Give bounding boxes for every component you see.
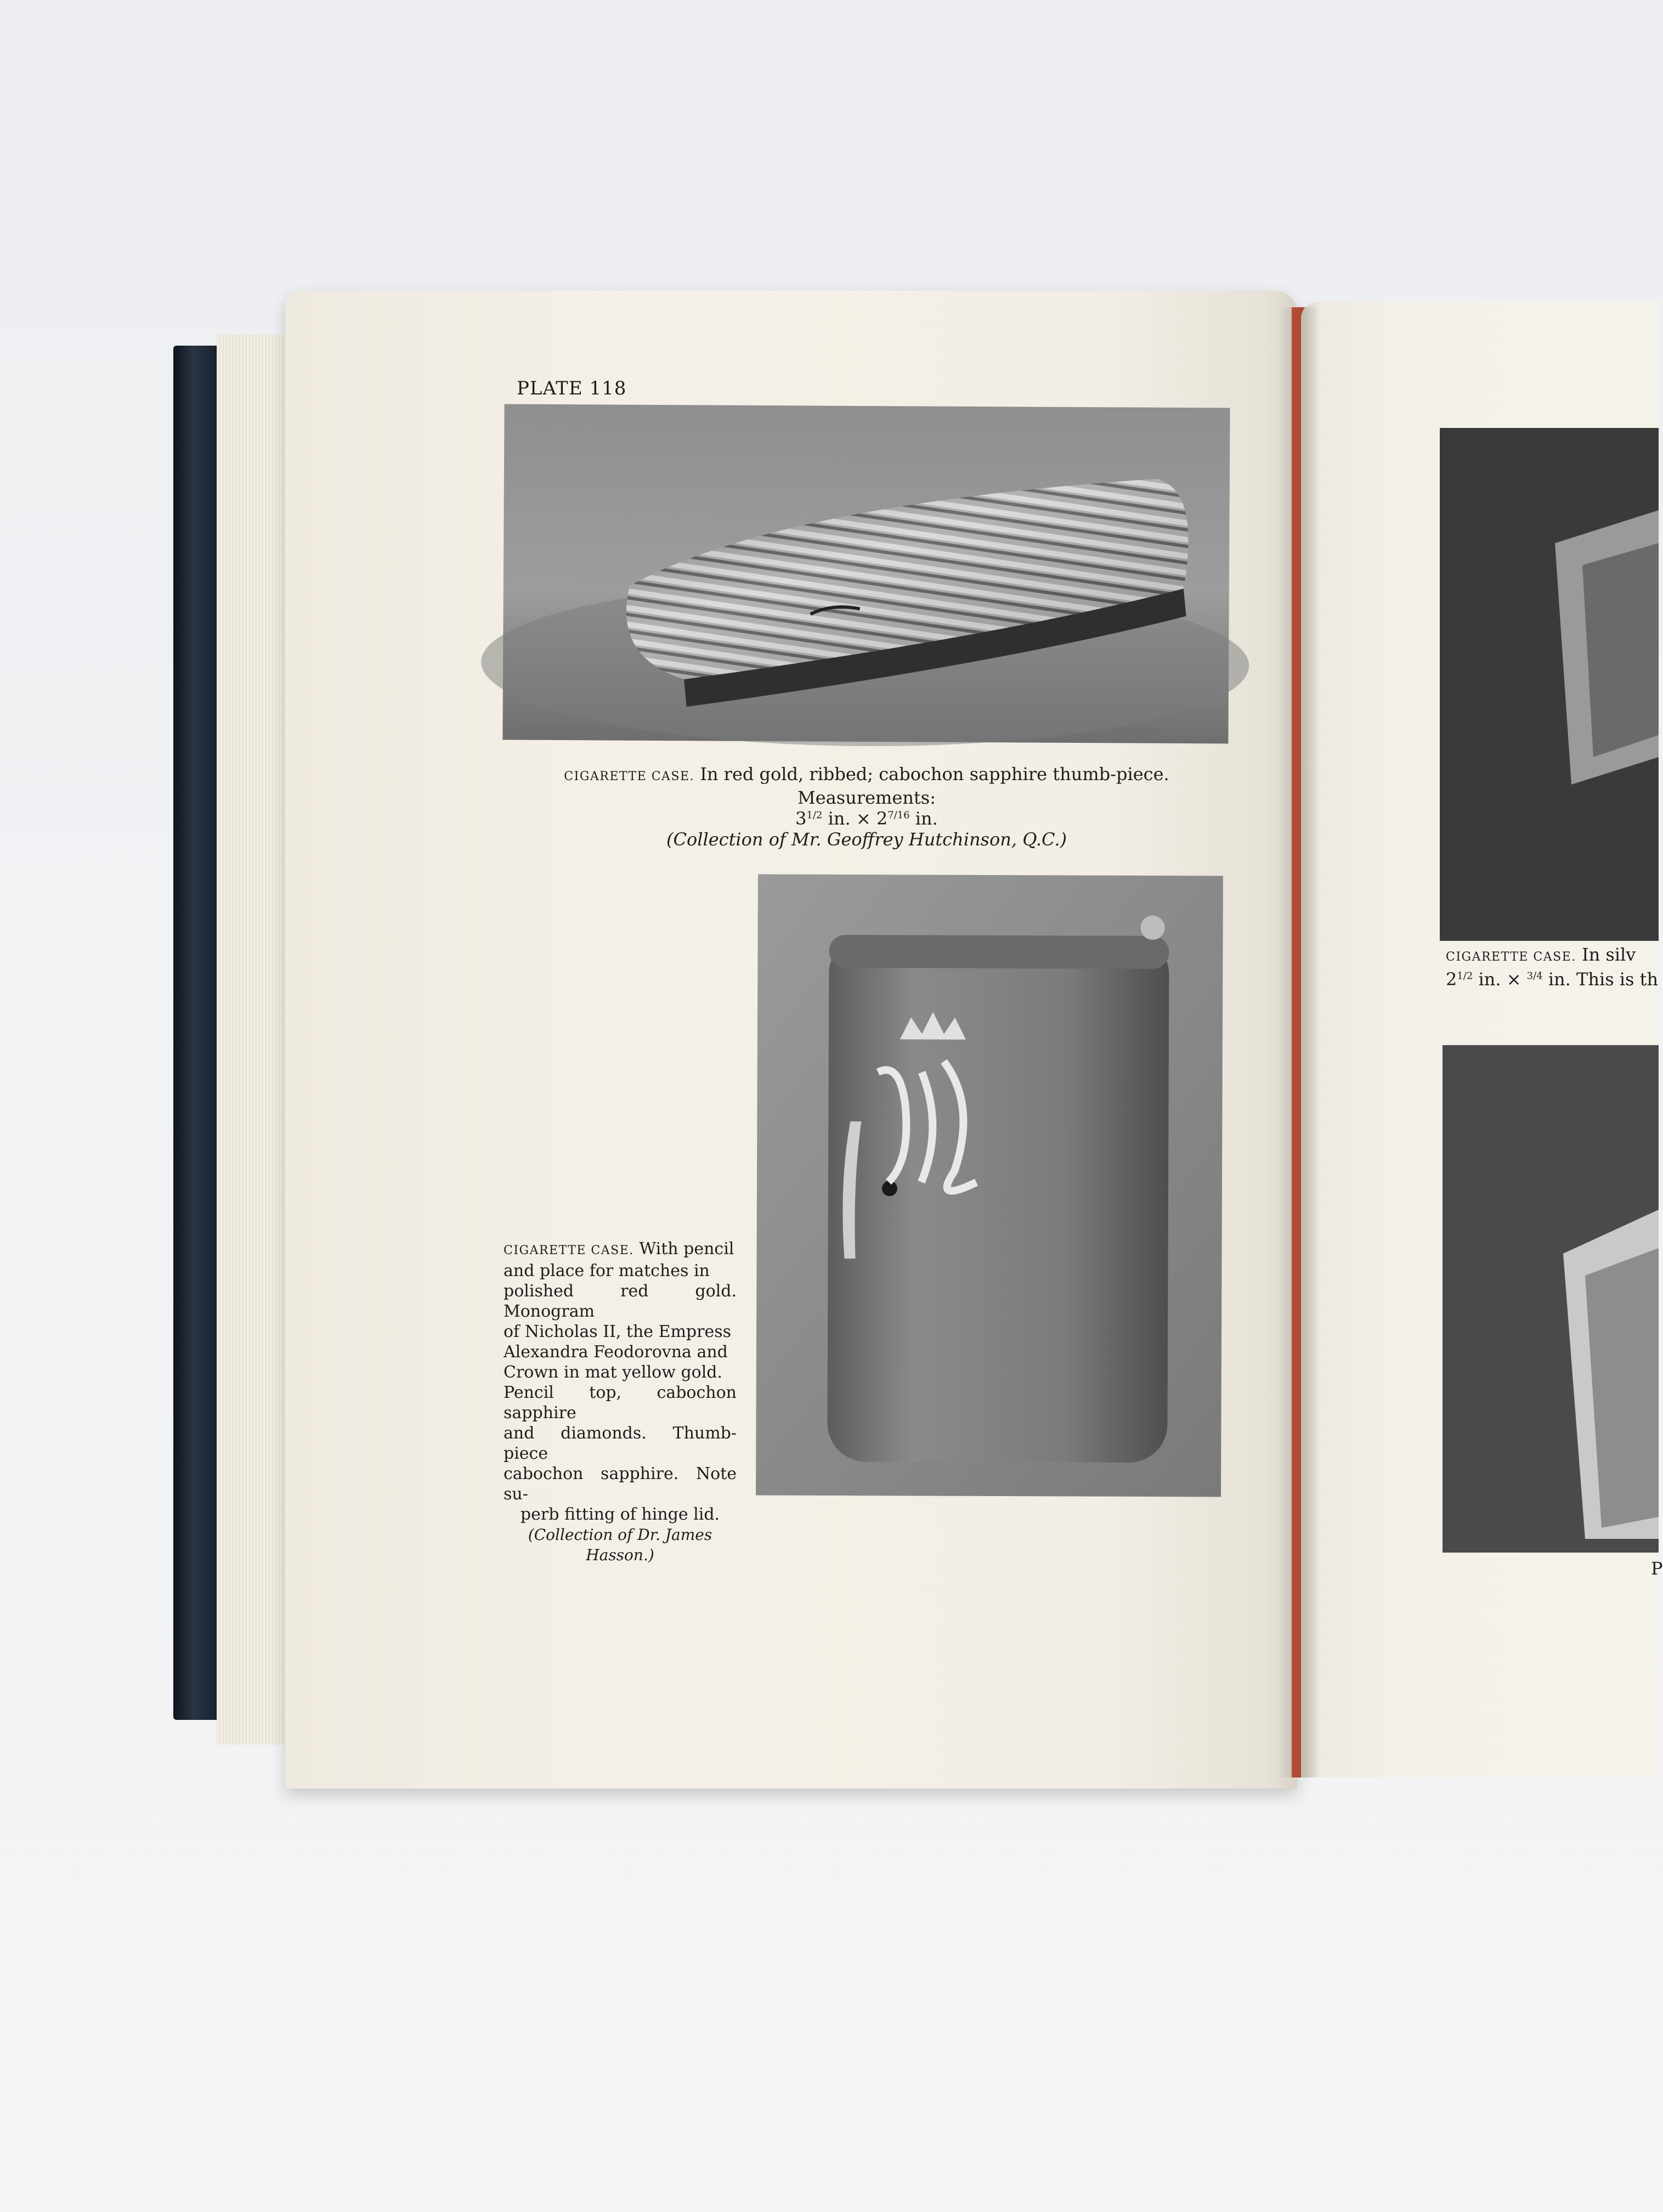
measure-mid: in. × 2	[822, 808, 888, 829]
right-caption-label: CIGARETTE CASE.	[1446, 950, 1576, 964]
right-measure-a: 2	[1446, 969, 1457, 990]
top-caption-measurements	[510, 808, 1223, 829]
right-measure-mid: in. ×	[1473, 969, 1527, 990]
bottom-caption-collection-2: Hasson.)	[586, 1546, 654, 1564]
right-measure-b-frac: 3/4	[1526, 970, 1543, 982]
bottom-caption-line-1	[504, 1239, 737, 1261]
right-page-fragment: P	[1651, 1558, 1663, 1579]
right-page-photo-top	[1440, 428, 1659, 941]
right-page-photo-bottom	[1443, 1045, 1659, 1553]
top-caption-collection: (Collection of Mr. Geoffrey Hutchinson, Q.C.)	[666, 829, 1067, 850]
plate-label: PLATE 118	[517, 377, 627, 399]
monogram-cigarette-case-photo	[756, 874, 1223, 1497]
bottom-caption-line: perb fitting of hinge lid.	[520, 1505, 720, 1524]
right-caption-line-2	[1446, 968, 1660, 990]
ribbed-cigarette-case-photo	[502, 404, 1230, 744]
measure-b-frac: 7/16	[887, 809, 910, 821]
right-measure-a-frac: 1/2	[1457, 970, 1473, 982]
bottom-caption-line: and place for matches in	[504, 1261, 710, 1280]
right-page-caption	[1446, 944, 1660, 990]
bottom-caption-line: Pencil top, cabochon sapphire	[504, 1383, 737, 1423]
bottom-caption-collection-1: (Collection of Dr. James	[528, 1526, 712, 1544]
top-caption	[510, 764, 1223, 850]
bottom-caption-line: Crown in mat yellow gold.	[504, 1363, 723, 1382]
bottom-caption-label: CIGARETTE CASE.	[504, 1244, 634, 1257]
bottom-caption-line: polished red gold. Monogram	[504, 1282, 737, 1321]
top-caption-line-1	[510, 764, 1223, 808]
right-caption-line-1	[1446, 944, 1660, 968]
bottom-caption	[504, 1239, 737, 1565]
measure-end: in.	[909, 808, 938, 829]
top-caption-label: CIGARETTE CASE.	[564, 770, 695, 783]
right-measure-end: in. This is th	[1542, 969, 1659, 990]
bottom-caption-line: and diamonds. Thumb-piece	[504, 1424, 737, 1463]
measure-a: 3	[795, 808, 807, 829]
measure-a-frac: 1/2	[806, 809, 823, 821]
gutter-shadow	[1278, 307, 1316, 1778]
bottom-caption-line: of Nicholas II, the Empress	[504, 1322, 732, 1341]
top-caption-text: In red gold, ribbed; cabochon sapphire thumb-piece. Measurements:	[700, 764, 1169, 808]
bottom-caption-line: Alexandra Feodorovna and	[504, 1342, 728, 1362]
right-caption-text: In silv	[1581, 944, 1636, 965]
bottom-caption-line: With pencil	[639, 1239, 734, 1259]
bottom-caption-line: cabochon sapphire. Note su-	[504, 1464, 737, 1504]
